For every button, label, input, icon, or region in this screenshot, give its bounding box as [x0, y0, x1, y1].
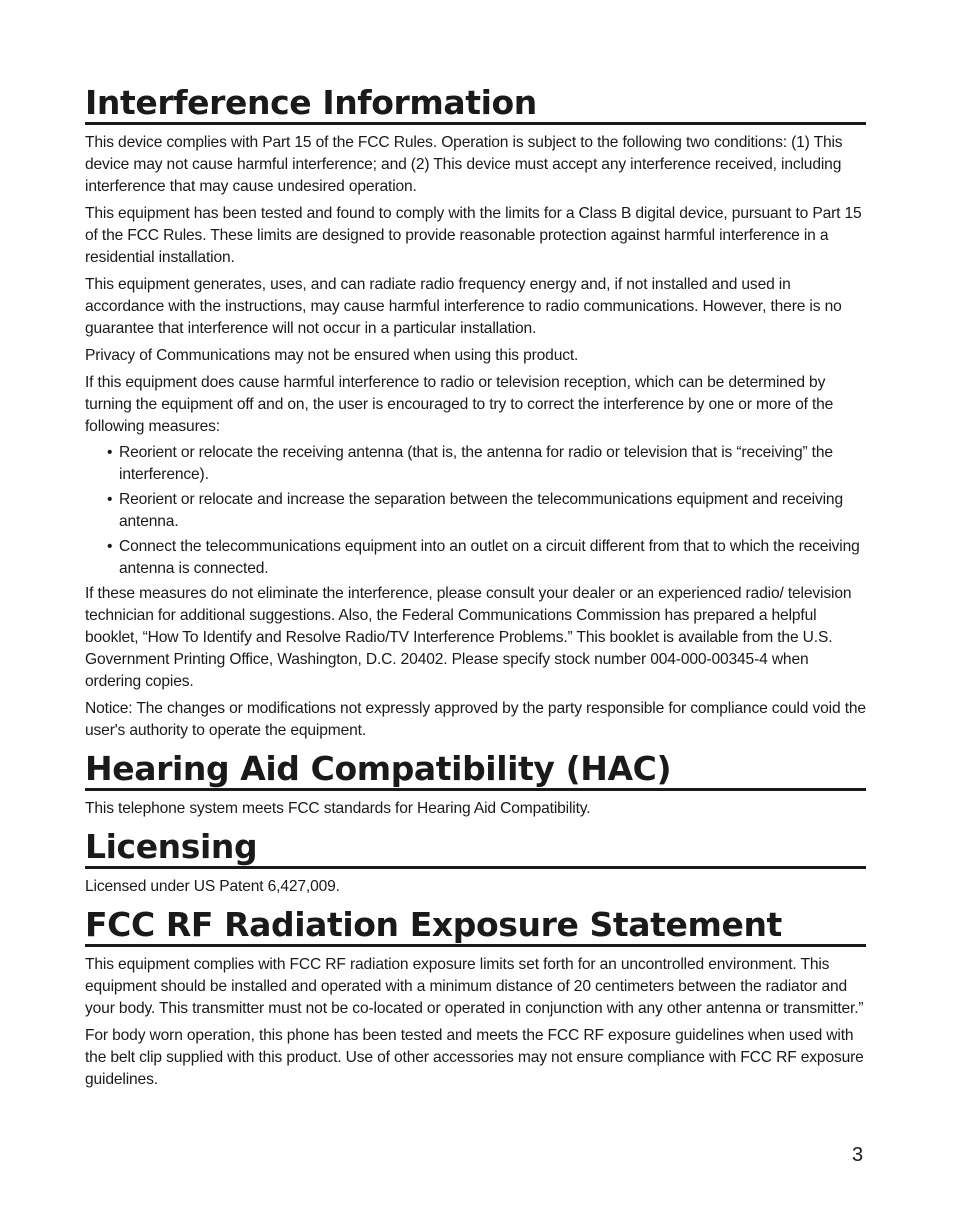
paragraph: This equipment has been tested and found to comply with the limits for a Class B digital device, pursuant to Part 15 of the FCC Rules. These limits are designed to provide reasonable protection against harmful interference in a residential installation. [85, 205, 862, 266]
section-fcc-rf-radiation-exposure [85, 906, 866, 1091]
heading-fcc-rf-radiation-exposure: FCC RF Radiation Exposure Statement [85, 906, 866, 947]
heading-hearing-aid-compatibility: Hearing Aid Compatibility (HAC) [85, 750, 866, 791]
heading-interference-information: Interference Information [85, 84, 866, 125]
heading-licensing: Licensing [85, 828, 866, 869]
paragraph: For body worn operation, this phone has been tested and meets the FCC RF exposure guidelines when used with the belt clip supplied with this product. Use of other accessories may not ensure compliance with FCC RF exposure guidelines. [85, 1027, 864, 1088]
paragraph: This telephone system meets FCC standards for Hearing Aid Compatibility. [85, 800, 591, 817]
list-item: • Reorient or relocate the receiving antenna (that is, the antenna for radio or television that is “receiving” the interference). [107, 442, 866, 486]
document-page [85, 84, 866, 1091]
paragraph: Privacy of Communications may not be ensured when using this product. [85, 347, 579, 364]
paragraph: If this equipment does cause harmful interference to radio or television reception, which can be determined by turning the equipment off and on, the user is encouraged to try to correct the interference by one or more of the following measures: [85, 374, 834, 435]
paragraph: Notice: The changes or modifications not expressly approved by the party responsible for compliance could void the user's authority to operate the equipment. [85, 700, 866, 739]
paragraph: This equipment complies with FCC RF radiation exposure limits set forth for an uncontrolled environment. This equipment should be installed and operated with a minimum distance of 20 centimeters between the radiator and your body. This transmitter must not be co-located or operated in conjunction with any other antenna or transmitter.” [85, 956, 864, 1017]
section-hearing-aid-compatibility [85, 750, 866, 820]
section-interference-information [85, 84, 866, 742]
measures-list [85, 442, 866, 580]
paragraph: Licensed under US Patent 6,427,009. [85, 878, 340, 895]
paragraph: This device complies with Part 15 of the FCC Rules. Operation is subject to the following two conditions: (1) This device may not cause harmful interference; and (2) This device must accept any interference received, including interference that may cause undesired operation. [85, 134, 843, 195]
list-item: • Reorient or relocate and increase the separation between the telecommunications equipment and receiving antenna. [107, 489, 866, 533]
list-item: • Connect the telecommunications equipment into an outlet on a circuit different from that to which the receiving antenna is connected. [107, 536, 866, 580]
paragraph: If these measures do not eliminate the interference, please consult your dealer or an experienced radio/ television technician for additional suggestions. Also, the Federal Communications Commission has prepared a helpful booklet, “How To Identify and Resolve Radio/TV Interference Problems.” This booklet is available from the U.S. Government Printing Office, Washington, D.C. 20402. Please specify stock number 004-000-00345-4 when ordering copies. [85, 585, 852, 690]
page-number: 3 [852, 1144, 864, 1166]
section-licensing [85, 828, 866, 898]
paragraph: This equipment generates, uses, and can radiate radio frequency energy and, if not installed and used in accordance with the instructions, may cause harmful interference to radio communications. However, there is no guarantee that interference will not occur in a particular installation. [85, 276, 842, 337]
